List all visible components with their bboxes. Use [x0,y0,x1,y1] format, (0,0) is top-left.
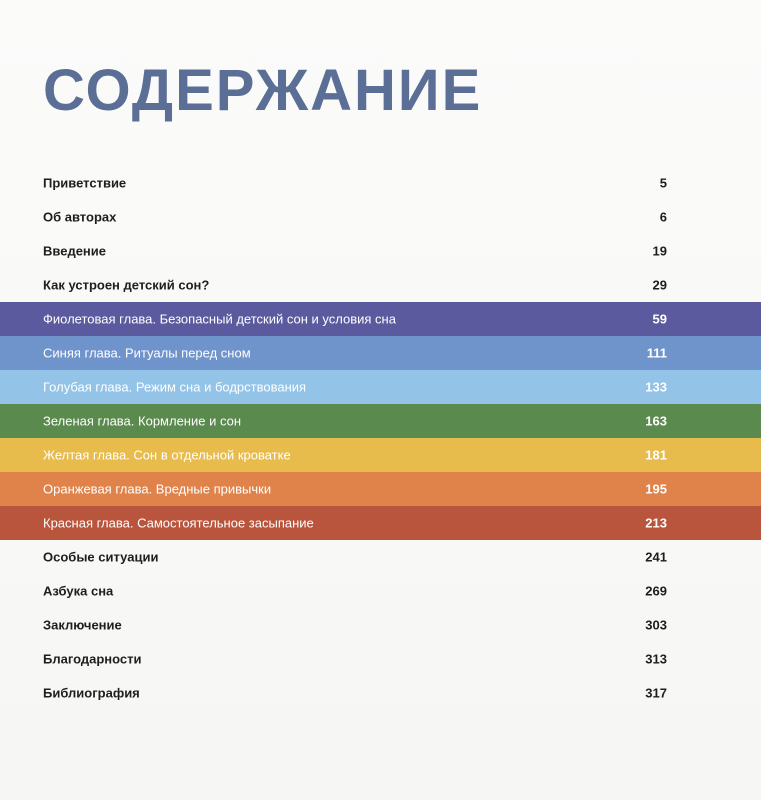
toc-page-number: 195 [645,481,667,497]
toc-row-conclusion[interactable] [0,608,761,642]
toc-entry-label: Оранжевая глава. Вредные привычки [43,481,272,497]
toc-row-about-authors[interactable] [0,200,761,234]
toc-row-violet-chapter[interactable] [0,302,761,336]
toc-entry-label: Об авторах [43,209,117,225]
table-of-contents [0,166,761,710]
toc-entry-label: Красная глава. Самостоятельное засыпание [43,515,314,531]
toc-row-special-situations[interactable] [0,540,761,574]
toc-page-number: 317 [645,685,667,701]
toc-page-number: 181 [645,447,667,463]
toc-entry-label: Голубая глава. Режим сна и бодрствования [43,379,307,395]
toc-page-number: 163 [645,413,667,429]
toc-entry-label: Введение [43,243,106,259]
toc-entry-label: Азбука сна [43,583,114,599]
page-title: СОДЕРЖАНИЕ [43,58,483,123]
toc-page-number: 19 [652,243,667,259]
toc-row-light-blue-chapter[interactable] [0,370,761,404]
toc-row-sleep-alphabet[interactable] [0,574,761,608]
toc-page-number: 6 [659,209,667,225]
toc-page-number: 111 [646,345,667,361]
toc-page-number: 29 [652,277,667,293]
toc-row-bibliography[interactable] [0,676,761,710]
toc-row-acknowledgements[interactable] [0,642,761,676]
toc-page-number: 269 [645,583,667,599]
toc-row-green-chapter[interactable] [0,404,761,438]
toc-page-number: 133 [645,379,667,395]
toc-entry-label: Особые ситуации [43,549,159,565]
toc-entry-label: Как устроен детский сон? [43,277,210,293]
toc-entry-label: Зеленая глава. Кормление и сон [43,413,242,429]
toc-entry-label: Фиолетовая глава. Безопасный детский сон и условия сна [43,311,396,327]
toc-page-number: 303 [645,617,667,633]
toc-page-number: 241 [645,549,667,565]
toc-entry-label: Библиография [43,685,140,701]
toc-page-number: 213 [645,515,667,531]
toc-row-how-sleep-works[interactable] [0,268,761,302]
toc-page-number: 59 [652,311,667,327]
toc-entry-label: Приветствие [43,175,127,191]
toc-entry-label: Желтая глава. Сон в отдельной кроватке [43,447,291,463]
toc-page-number: 5 [659,175,667,191]
toc-row-red-chapter[interactable] [0,506,761,540]
toc-row-orange-chapter[interactable] [0,472,761,506]
toc-entry-label: Благодарности [43,651,142,667]
toc-row-introduction[interactable] [0,234,761,268]
toc-row-greeting[interactable] [0,166,761,200]
toc-row-yellow-chapter[interactable] [0,438,761,472]
toc-row-blue-chapter[interactable] [0,336,761,370]
toc-entry-label: Заключение [43,617,122,633]
toc-entry-label: Синяя глава. Ритуалы перед сном [43,345,251,361]
toc-page-number: 313 [645,651,667,667]
